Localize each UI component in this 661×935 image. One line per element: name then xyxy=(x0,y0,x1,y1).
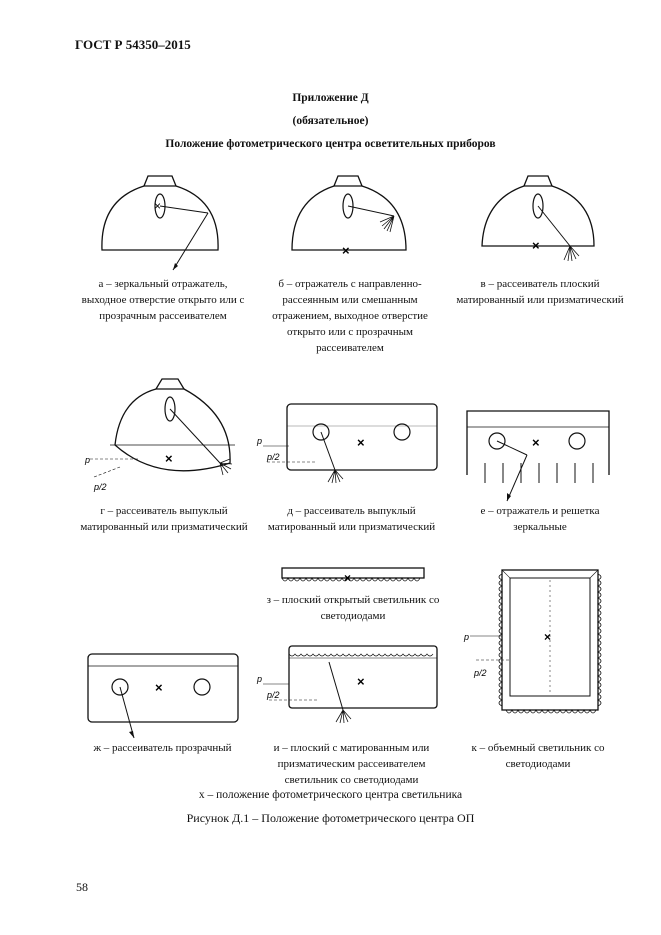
figure-z-drawing xyxy=(278,562,428,592)
figure-e-drawing xyxy=(463,405,613,505)
legend: х – положение фотометрического центра светильника xyxy=(198,789,463,801)
figure-g-drawing xyxy=(80,375,250,495)
svg-text:×: × xyxy=(532,238,540,253)
dim-label-p: p xyxy=(257,674,263,684)
svg-text:×: × xyxy=(532,435,540,450)
figure-caption: Рисунок Д.1 – Положение фотометрического центра ОП xyxy=(186,811,475,825)
dim-label-p: p xyxy=(257,436,263,446)
svg-text:×: × xyxy=(544,630,552,644)
standard-header: ГОСТ Р 54350–2015 xyxy=(75,37,191,52)
appendix-heading: Положение фотометрического центра осветительных приборов xyxy=(165,138,496,150)
svg-text:×: × xyxy=(357,435,365,450)
figure-i-drawing xyxy=(255,640,445,740)
figure-v-drawing xyxy=(460,170,610,270)
figure-zh xyxy=(82,650,242,740)
svg-text:×: × xyxy=(342,243,350,258)
figure-z xyxy=(278,562,428,592)
caption-zh: ж – рассеиватель прозрачный xyxy=(93,742,232,754)
figure-d xyxy=(255,400,445,500)
figure-b-drawing xyxy=(270,170,420,260)
figure-v xyxy=(460,170,610,270)
figure-a xyxy=(80,170,240,270)
figure-g xyxy=(80,375,250,495)
caption-v: в – рассеиватель плоский матированный или призматический xyxy=(456,278,624,306)
appendix-status: (обязательное) xyxy=(292,115,369,127)
dim-label-p: p xyxy=(464,632,470,642)
svg-text:×: × xyxy=(357,674,365,689)
caption-d: д – рассеиватель выпуклый матированный или призматический xyxy=(267,505,436,533)
dim-label-p: p xyxy=(85,455,91,465)
caption-z: з – плоский открытый светильник со светодиодами xyxy=(266,594,440,622)
caption-b: б – отражатель с направленно-рассеянным или смешанным отражением, выходное отверстие открыто или с прозрачным рассеивателем xyxy=(272,278,428,354)
dim-label-p-half: p/2 xyxy=(94,482,107,492)
caption-e: е – отражатель и решетка зеркальные xyxy=(480,505,600,533)
caption-a: а – зеркальный отражатель, выходное отверстие открыто или с прозрачным рассеивателем xyxy=(81,278,245,322)
svg-text:×: × xyxy=(344,571,352,585)
svg-text:×: × xyxy=(154,199,162,213)
figure-d-drawing xyxy=(255,400,445,500)
figure-zh-drawing xyxy=(82,650,242,740)
caption-k: к – объемный светильник со светодиодами xyxy=(471,742,605,770)
appendix-title: Приложение Д xyxy=(292,92,369,104)
dim-label-p-half: p/2 xyxy=(474,668,487,678)
dim-label-p-half: p/2 xyxy=(267,690,280,700)
svg-text:×: × xyxy=(155,680,163,695)
figure-i xyxy=(255,640,445,740)
dim-label-p-half: p/2 xyxy=(267,452,280,462)
svg-text:×: × xyxy=(165,451,173,466)
caption-g: г – рассеиватель выпуклый матированный или призматический xyxy=(80,505,248,533)
figure-k-drawing xyxy=(460,560,620,720)
figure-k xyxy=(460,560,620,720)
page-number: 58 xyxy=(76,880,88,894)
figure-a-drawing xyxy=(80,170,240,270)
figure-b xyxy=(270,170,420,260)
figure-e xyxy=(463,405,613,505)
caption-i: и – плоский с матированным или призматическим рассеивателем светильник со светодиодами xyxy=(273,742,430,786)
